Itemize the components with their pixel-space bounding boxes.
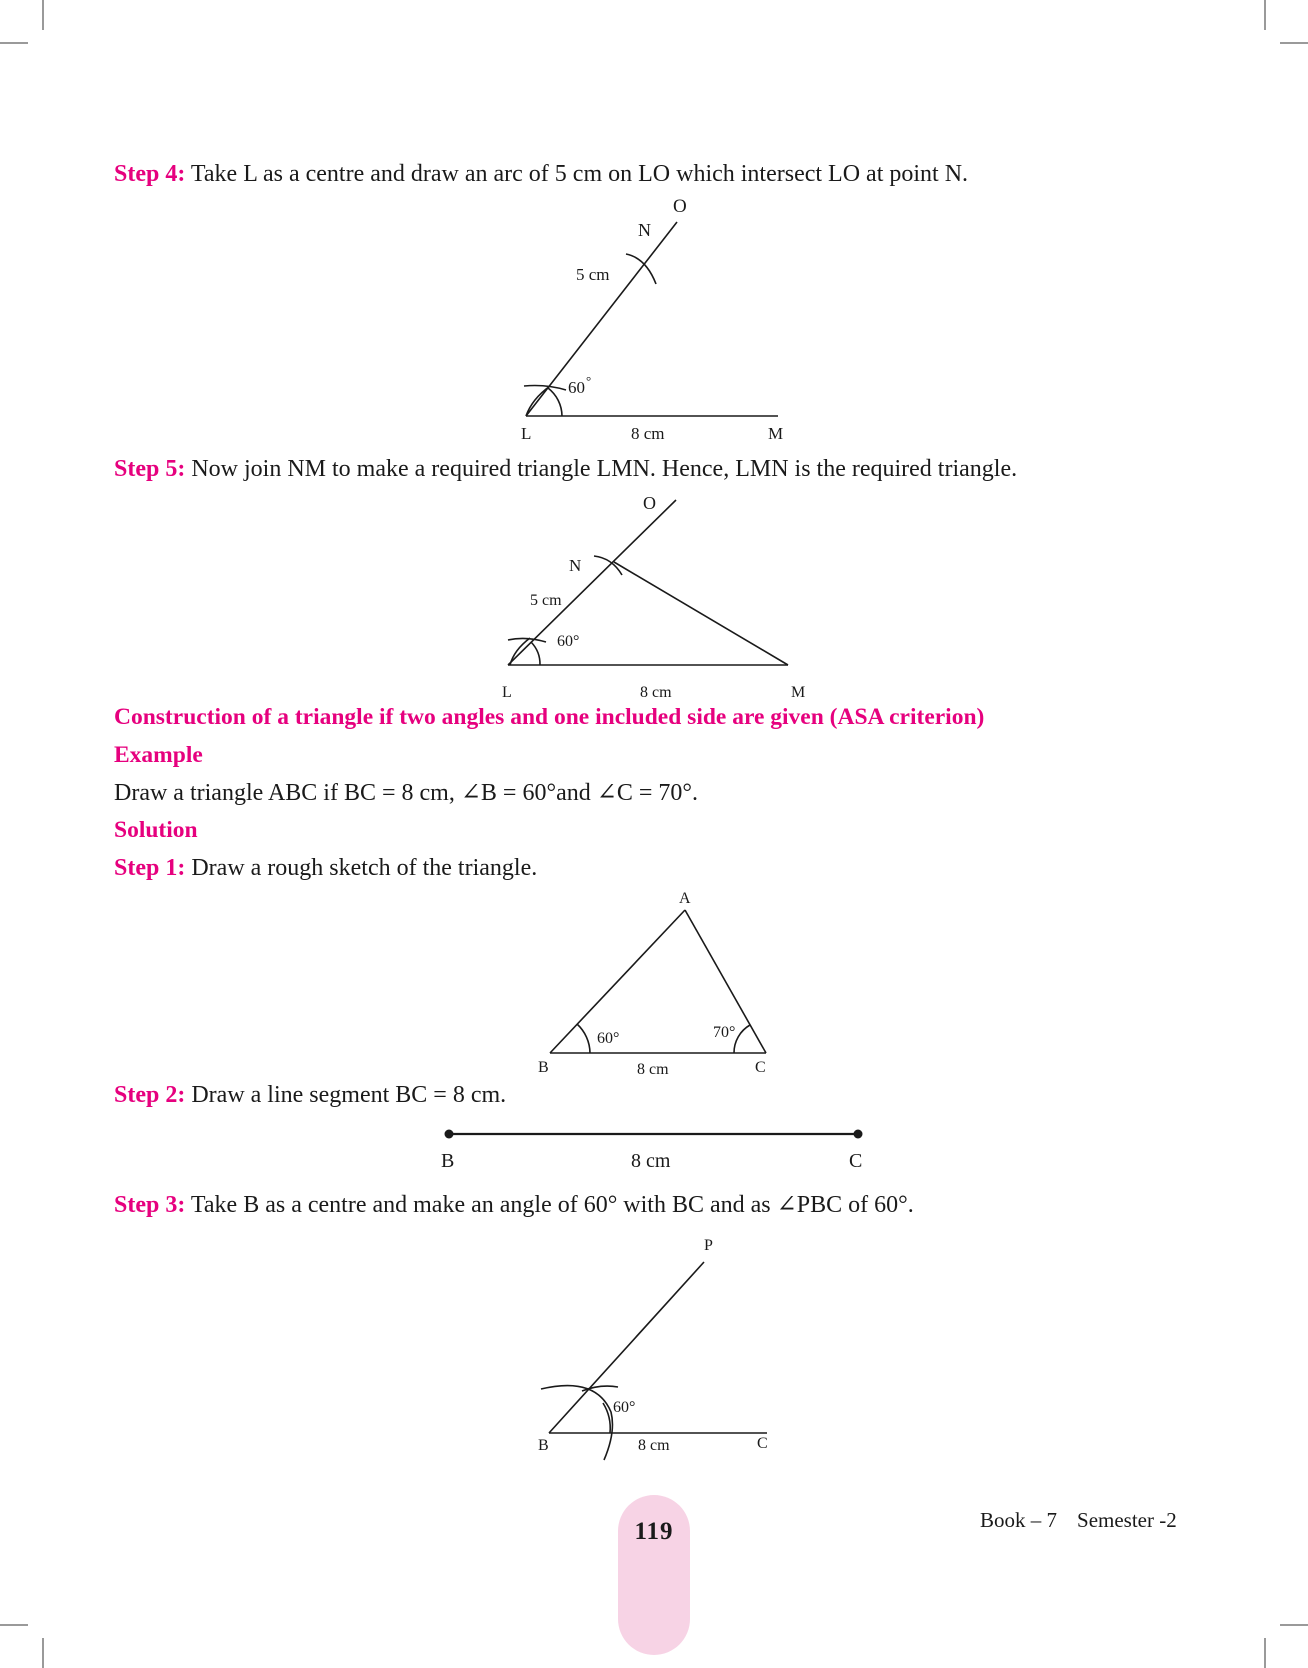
fig4-label-base: 8 cm xyxy=(631,1150,671,1172)
fig2-label-n: N xyxy=(569,556,582,575)
fig3-label-b: B xyxy=(538,1059,549,1076)
fig5-label-b: B xyxy=(538,1437,549,1454)
fig3-label-a: A xyxy=(679,890,691,907)
fig3-label-c: C xyxy=(755,1059,766,1076)
fig1-label-degree: ° xyxy=(586,373,592,388)
solution-heading: Solution xyxy=(114,817,198,843)
fig3-label-angle-b: 60° xyxy=(597,1030,620,1047)
step-2-text: Draw a line segment BC = 8 cm. xyxy=(185,1082,507,1108)
step-4-text: Take L as a centre and draw an arc of 5 cm on LO which intersect LO at point N. xyxy=(185,161,969,187)
fig5-label-c: C xyxy=(757,1435,768,1452)
footer-semester: Semester -2 xyxy=(1077,1508,1177,1532)
fig5-label-angle: 60° xyxy=(613,1399,636,1416)
fig1-label-o: O xyxy=(673,196,687,217)
step-1-text: Draw a rough sketch of the triangle. xyxy=(185,855,538,881)
fig2-label-m: M xyxy=(791,684,806,701)
step-1-label: Step 1: xyxy=(114,855,186,881)
fig5-label-base: 8 cm xyxy=(638,1437,670,1454)
fig4-label-b: B xyxy=(441,1150,455,1172)
fig1-label-m: M xyxy=(768,424,784,443)
fig1-label-n: N xyxy=(638,220,651,240)
fig1-label-l: L xyxy=(521,424,532,443)
fig1-label-angle: 60 xyxy=(568,378,585,397)
fig3-label-base: 8 cm xyxy=(637,1061,669,1078)
footer-book: Book – 7 xyxy=(980,1508,1058,1532)
fig5-large-arc xyxy=(541,1386,612,1460)
step-5-label: Step 5: xyxy=(114,456,186,482)
fig1-label-base: 8 cm xyxy=(631,424,665,443)
fig2-label-o: O xyxy=(643,493,656,513)
section-heading: Construction of a triangle if two angles and one included side are given (ASA criterion) xyxy=(114,704,985,730)
fig2-label-base: 8 cm xyxy=(640,684,672,701)
footer-book-info xyxy=(980,1508,1197,1533)
step-2-label: Step 2: xyxy=(114,1082,186,1108)
fig2-label-angle: 60° xyxy=(557,633,580,650)
page-number: 119 xyxy=(634,1518,674,1545)
example-heading: Example xyxy=(114,742,203,768)
fig3-label-angle-c: 70° xyxy=(713,1024,736,1041)
fig2-label-l: L xyxy=(502,684,512,701)
step-3-label: Step 3: xyxy=(114,1192,186,1218)
step-4-label: Step 4: xyxy=(114,161,186,187)
step-5-text: Now join NM to make a required triangle LMN. Hence, LMN is the required triangle. xyxy=(185,456,1018,482)
fig4-label-c: C xyxy=(849,1150,863,1172)
fig5-label-p: P xyxy=(704,1237,713,1254)
fig2-label-side: 5 cm xyxy=(530,592,562,609)
step-3-text: Take B as a centre and make an angle of 60° with BC and as ∠PBC of 60°. xyxy=(185,1192,914,1218)
example-text: Draw a triangle ABC if BC = 8 cm, ∠B = 60°and ∠C = 70°. xyxy=(114,780,698,806)
fig1-label-side: 5 cm xyxy=(576,265,610,284)
